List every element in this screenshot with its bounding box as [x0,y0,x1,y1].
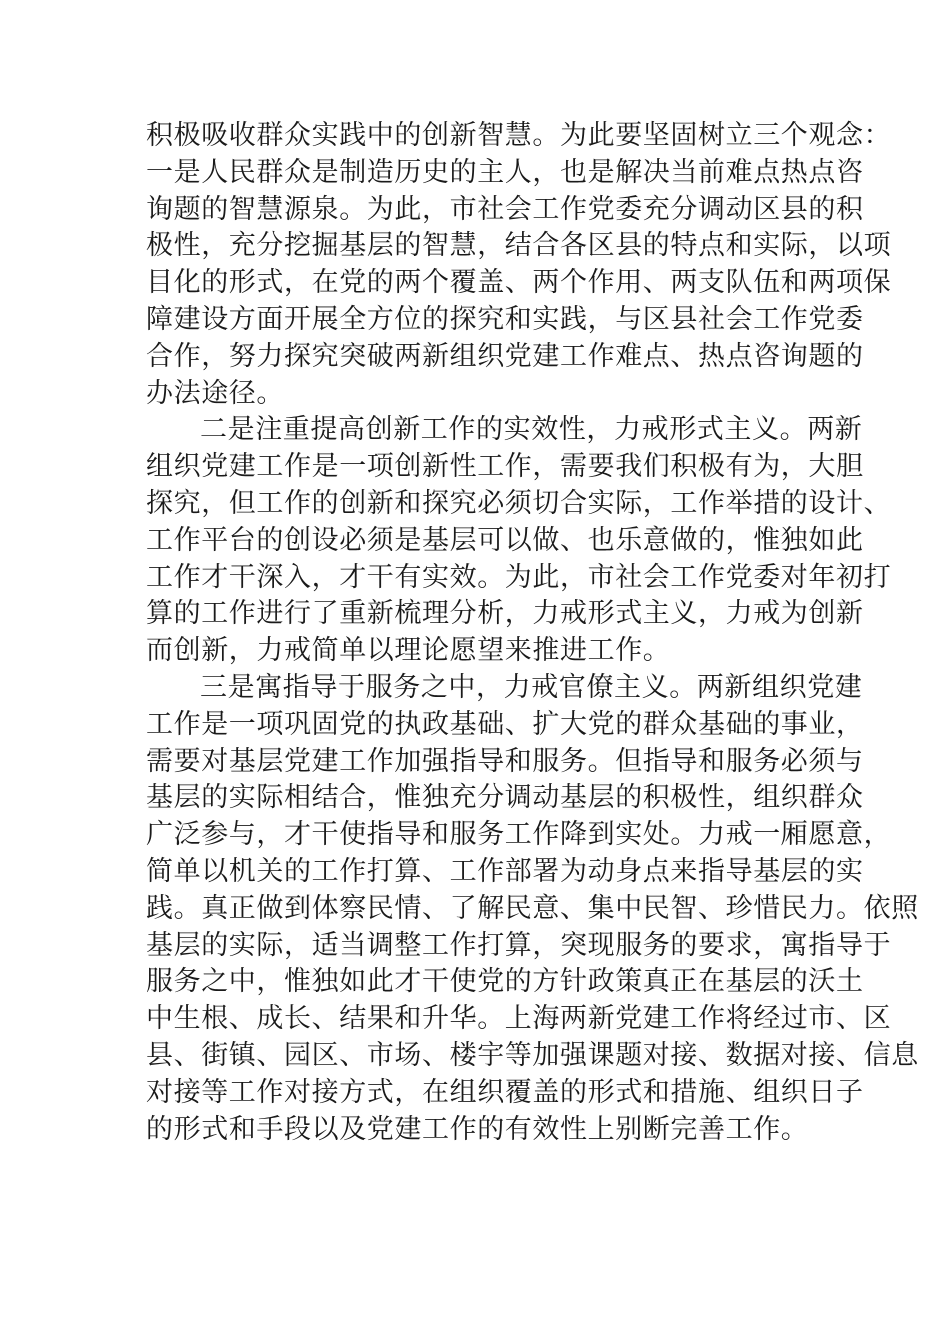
text-line: 目化的形式，在党的两个覆盖、两个作用、两支队伍和两项保 [146,267,892,299]
paragraph-1 [146,118,892,412]
text-line: 基层的实际，适当调整工作打算，突现服务的要求，寓指导于 [146,929,892,961]
text-line: 广泛参与，才干使指导和服务工作降到实处。力戒一厢愿意， [146,819,892,851]
text-line: 践。真正做到体察民情、了解民意、集中民智、珍惜民力。依照 [146,892,919,924]
text-line: 算的工作进行了重新梳理分析，力戒形式主义，力戒为创新 [146,598,864,630]
text-line: 一是人民群众是制造历史的主人，也是解决当前难点热点咨 [146,156,864,188]
text-line: 积极吸收群众实践中的创新智慧。为此要坚固树立三个观念： [146,120,892,151]
text-line: 的形式和手段以及党建工作的有效性上别断完善工作。 [146,1113,809,1145]
text-line: 工作才干深入，才干有实效。为此，市社会工作党委对年初打 [146,561,892,593]
text-line: 办法途径。 [146,377,284,409]
text-line: 探究，但工作的创新和探究必须切合实际，工作举措的设计、 [146,487,892,519]
text-line: 县、街镇、园区、市场、楼宇等加强课题对接、数据对接、信息 [146,1039,919,1071]
text-line: 而创新，力戒简单以理论愿望来推进工作。 [146,635,671,667]
text-line: 中生根、成长、结果和升华。上海两新党建工作将经过市、区 [146,1003,892,1035]
text-line: 对接等工作对接方式，在组织覆盖的形式和措施、组织日子 [146,1076,864,1108]
text-line: 服务之中，惟独如此才干使党的方针政策真正在基层的沃土 [146,966,864,998]
text-line: 基层的实际相结合，惟独充分调动基层的积极性，组织群众 [146,782,864,814]
text-line: 障建设方面开展全方位的探究和实践，与区县社会工作党委 [146,303,864,335]
text-line: 询题的智慧源泉。为此，市社会工作党委充分调动区县的积 [146,193,864,225]
text-line: 二是注重提高创新工作的实效性，力戒形式主义。两新 [200,414,863,446]
text-line: 极性，充分挖掘基层的智慧，结合各区县的特点和实际，以项 [146,230,892,262]
text-line: 需要对基层党建工作加强指导和服务。但指导和服务必须与 [146,745,864,777]
text-line: 简单以机关的工作打算、工作部署为动身点来指导基层的实 [146,855,864,887]
paragraph-3 [146,670,919,1148]
paragraph-2 [146,412,892,670]
text-line: 合作，努力探究突破两新组织党建工作难点、热点咨询题的 [146,340,864,372]
body-text [146,118,919,1148]
text-line: 工作是一项巩固党的执政基础、扩大党的群众基础的事业， [146,708,864,740]
text-line: 工作平台的创设必须是基层可以做、也乐意做的，惟独如此 [146,524,864,556]
text-line: 组织党建工作是一项创新性工作，需要我们积极有为，大胆 [146,451,864,483]
text-line: 三是寓指导于服务之中，力戒官僚主义。两新组织党建 [200,671,863,703]
